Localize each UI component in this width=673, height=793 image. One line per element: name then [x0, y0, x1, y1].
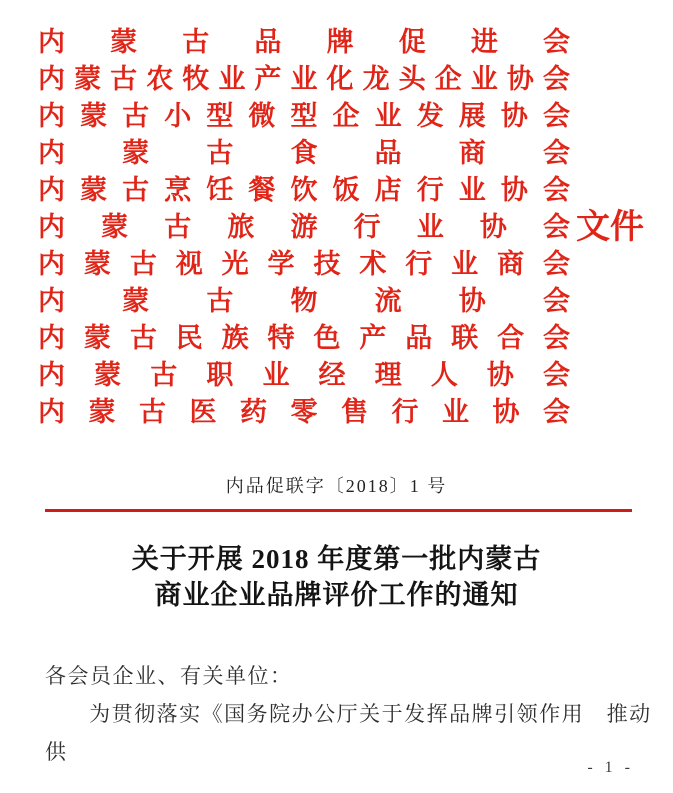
org-name: 内 蒙 古 食 品 商 会 — [38, 138, 570, 168]
document-body — [45, 657, 657, 771]
salutation: 各会员企业、有关单位： — [45, 664, 293, 688]
org-name: 内 蒙 古 旅 游 行 业 协 会 — [38, 212, 570, 242]
org-name: 内 蒙 古 小 型 微 型 企 业 发 展 协 会 — [38, 101, 570, 131]
document-title-line-2: 商业企业品牌评价工作的通知 — [154, 580, 519, 610]
letterhead-org-line — [38, 246, 673, 283]
org-name: 内 蒙 古 农 牧 业 产 业 化 龙 头 企 业 协 会 — [38, 64, 570, 94]
letterhead-org-line-with-wenjian — [38, 209, 673, 246]
letterhead-org-line — [38, 61, 673, 98]
org-name: 内 蒙 古 烹 饪 餐 饮 饭 店 行 业 协 会 — [38, 175, 570, 205]
letterhead-org-line — [38, 135, 673, 172]
letterhead-org-line — [38, 283, 673, 320]
org-name: 内 蒙 古 医 药 零 售 行 业 协 会 — [38, 397, 570, 427]
letterhead-org-line — [38, 357, 673, 394]
document-title-line-1: 关于开展 2018 年度第一批内蒙古 — [131, 544, 542, 574]
org-name: 内 蒙 古 物 流 协 会 — [38, 286, 570, 316]
letterhead-org-line — [38, 98, 673, 135]
page-number: - 1 - — [587, 759, 634, 776]
org-name: 内 蒙 古 品 牌 促 进 会 — [38, 27, 570, 57]
red-divider-line — [45, 509, 632, 512]
document-number: 内品促联字〔2018〕1 号 — [225, 476, 448, 496]
body-paragraph: 为贯彻落实《国务院办公厅关于发挥品牌引领作用 推动供 — [45, 702, 652, 764]
letterhead-org-line — [38, 172, 673, 209]
org-name: 内 蒙 古 视 光 学 技 术 行 业 商 会 — [38, 249, 570, 279]
letterhead-org-line — [38, 24, 673, 61]
letterhead-org-line — [38, 320, 673, 357]
document-title — [0, 541, 673, 613]
letterhead-org-line — [38, 394, 673, 431]
org-name: 内 蒙 古 职 业 经 理 人 协 会 — [38, 360, 570, 390]
org-name: 内 蒙 古 民 族 特 色 产 品 联 合 会 — [38, 323, 570, 353]
wenjian-label: 文件 — [576, 208, 644, 246]
